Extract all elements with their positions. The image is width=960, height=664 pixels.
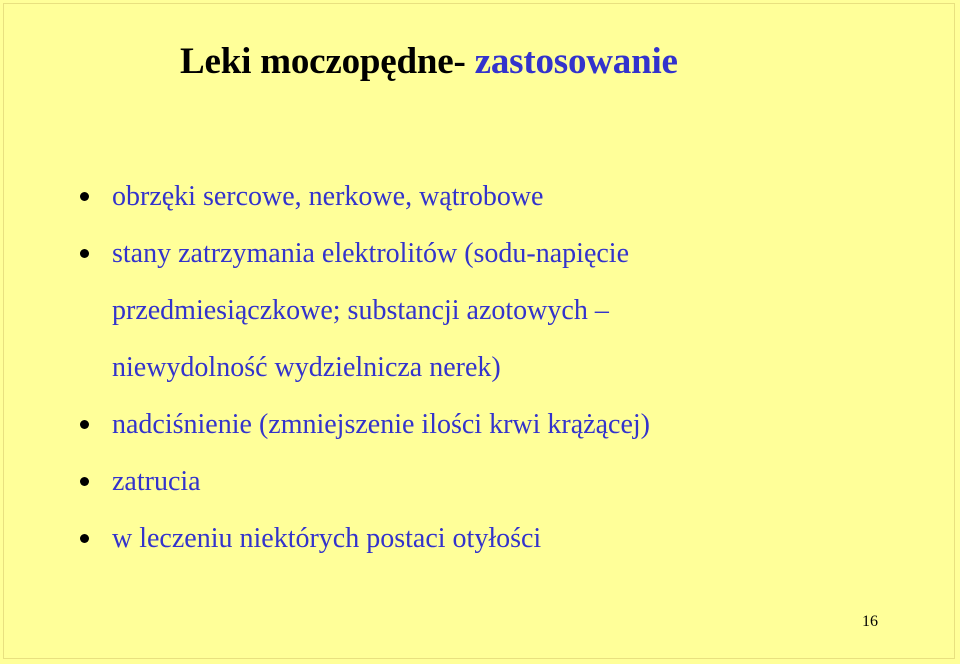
bullet-dot-icon — [80, 192, 89, 201]
bullet-text: w leczeniu niektórych postaci otyłości — [112, 523, 542, 554]
bullet-text: nadciśnienie (zmniejszenie ilości krwi krążącej) — [112, 409, 650, 440]
bullet-dot-icon — [80, 420, 89, 429]
bullet-item — [80, 510, 900, 567]
slide — [3, 3, 955, 659]
title-accent: zastosowanie — [474, 41, 678, 82]
slide-title — [180, 40, 678, 83]
bullet-text: zatrucia — [112, 466, 201, 497]
bullet-list — [80, 168, 900, 567]
bullet-dot-icon — [80, 534, 89, 543]
bullet-item — [80, 168, 900, 225]
bullet-dot-icon — [80, 249, 89, 258]
bullet-dot-icon — [80, 477, 89, 486]
title-main: Leki moczopędne- — [180, 41, 475, 82]
bullet-text: stany zatrzymania elektrolitów (sodu-napięcie przedmiesiączkowe; substancji azotowych – niewydolność wydzielnicza nerek) — [112, 238, 630, 383]
bullet-item — [80, 453, 900, 510]
bullet-text: obrzęki sercowe, nerkowe, wątrobowe — [112, 181, 544, 212]
bullet-item — [80, 225, 900, 396]
bullet-item — [80, 396, 900, 453]
page-number: 16 — [862, 613, 878, 630]
